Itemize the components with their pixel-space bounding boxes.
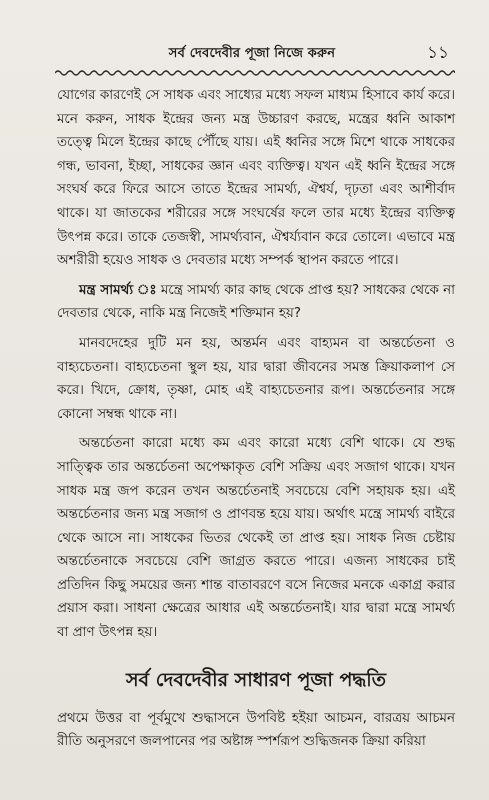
paragraph-yoga: যোগের কারণেই সে সাধক এবং সাধ্যের মধ্যে সফল মাধ্যম হিসাবে কার্য করে। মনে করুন, সাধক ইন্দ্রের জন্য মন্ত্র উচ্চারণ করছে, মন্ত্রের ধ্বনি আকাশ তত্ত্বে মিলে ইন্দ্রের কাছে পৌঁছে যায়। এই ধ্বনির সঙ্গে মিশে থাকে সাধকের গন্ধ, ভাবনা, ইচ্ছা, সাধকের জ্ঞান এবং ব্যক্তিত্ব। যখন এই ধ্বনি ইন্দ্রের সঙ্গে সংঘর্ষ করে ফিরে আসে তাতে ইন্দ্রের সামর্থ্য, ঐশ্বর্য, দৃঢ়তা এবং আশীর্বাদ থাকে। যা জাতকের শরীরের সঙ্গে সংঘর্ষের ফলে তার মধ্যে ইন্দ্রের ব্যক্তিত্ব উৎপন্ন করে। তাকে তেজস্বী, সামর্থ্যবান, ঐশ্বর্য্যবান করে তোলে। এভাবে মন্ত্র অশরীরী হয়েও সাধক ও দেবতার মধ্যে সম্পর্ক স্থাপন করতে পারে। [57, 88, 455, 269]
wavy-divider [55, 68, 455, 78]
page-number: ১১ [426, 43, 449, 63]
mantra-power-heading: মন্ত্র সামর্থ্য ঃ [79, 282, 157, 298]
running-title: সর্ব দেবদেবীর পূজা নিজে করুন [168, 45, 336, 61]
paragraph-consciousness: মানবদেহের দুটি মন হয়, অন্তর্মন এবং বাহ্যমন বা অন্তর্চেতনা ও বাহ্যচেতনা। বাহ্যচেতনা স্থুল হয়, যার দ্বারা জীবনের সমস্ত ক্রিয়াকলাপ সে করে। খিদে, ক্রোধ, তৃষ্ণা, মোহ এই বাহ্যচেতনার রূপ। অন্তর্চেতনার সঙ্গে কোনো সম্বন্ধ থাকে না। [57, 335, 455, 422]
mantra-power-text: মন্ত্রে সামর্থ্য কার কাছ থেকে প্রাপ্ত হয়? সাধকের থেকে না দেবতার থেকে, নাকি মন্ত্র নিজেই শক্তিমান হয়? [57, 282, 455, 322]
text-body [57, 84, 455, 754]
paragraph-mantra-power [57, 279, 455, 326]
page-header [55, 40, 449, 68]
paragraph-procedure: প্রথমে উত্তর বা পূর্বমুখে শুদ্ধাসনে উপবিষ্ট হইয়া আচমন, বারত্রয় আচমন রীতি অনুসরণে জলপানের পর অষ্টাঙ্গ স্পর্শরূপ শুদ্ধিজনক ক্রিয়া করিয়া [57, 710, 455, 750]
paragraph-inner-consciousness: অন্তর্চেতনা কারো মধ্যে কম এবং কারো মধ্যে বেশি থাকে। যে শুদ্ধ সাত্ত্বিক তার অন্তর্চেতনা অপেক্ষাকৃত বেশি সক্রিয় এবং সজাগ থাকে। যখন সাধক মন্ত্র জপ করেন তখন অন্তর্চেতনাই সবচেয়ে বেশি সহায়ক হয়। এই অন্তর্চেতনার জন্য মন্ত্র সজাগ ও প্রাণবন্ত হয়ে যায়। অর্থাৎ মন্ত্রে সামর্থ্য বাইরে থেকে আসে না। সাধকের ভিতর থেকেই তা প্রাপ্ত হয়। সাধক নিজ চেষ্টায় অন্তর্চেতনাকে সবচেয়ে বেশি জাগ্রত করতে পারে। এজন্য সাধকের চাই প্রতিদিন কিছু সময়ের জন্য শান্ত বাতাবরণে বসে নিজের মনকে একাগ্র করার প্রয়াস করা। সাধনা ক্ষেত্রের আধার এই অন্তর্চেতনাই। যার দ্বারা মন্ত্রে সামর্থ্য বা প্রাণ উৎপন্ন হয়। [57, 436, 455, 641]
section-title: সর্ব দেবদেবীর সাধারণ পূজা পদ্ধতি [125, 668, 387, 691]
